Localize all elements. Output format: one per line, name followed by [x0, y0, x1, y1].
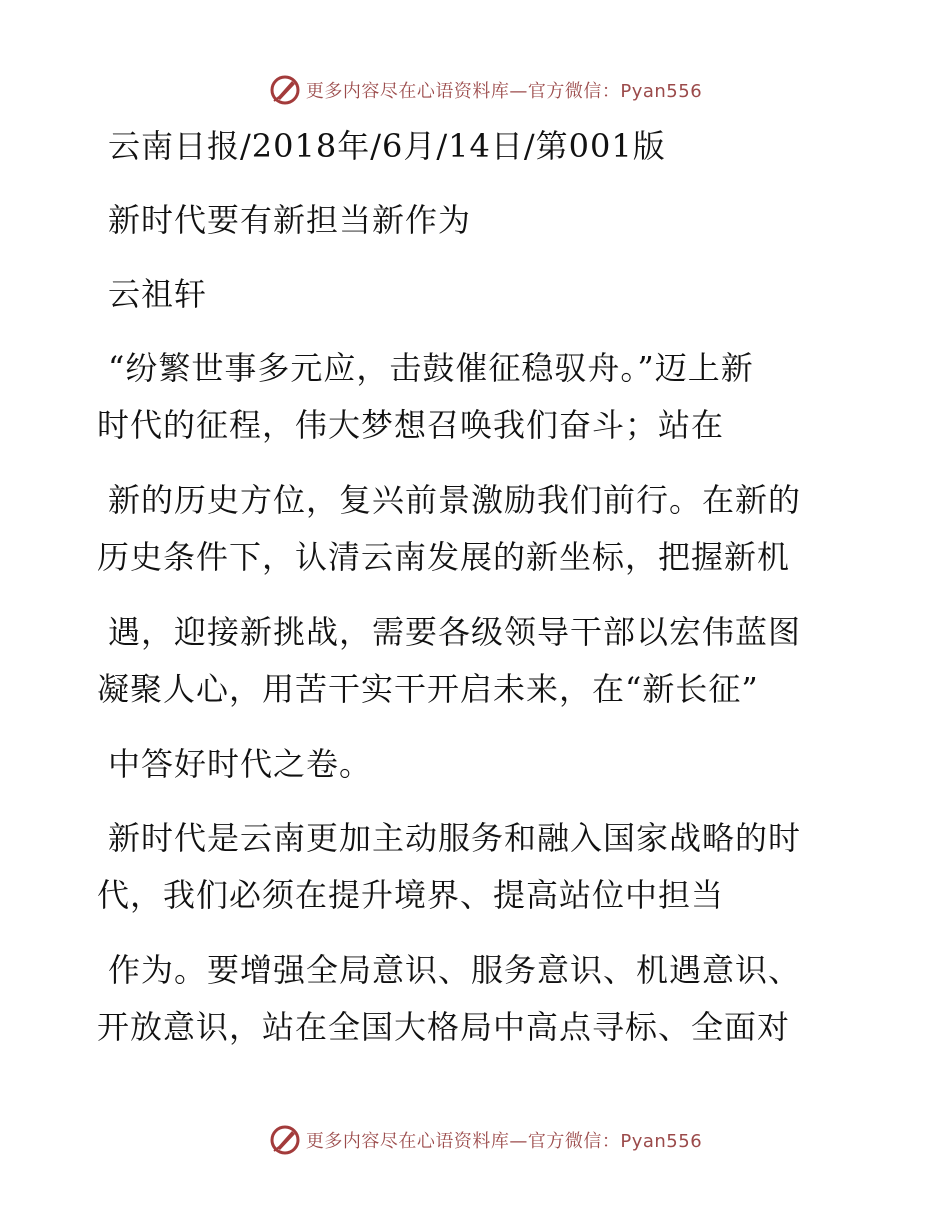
article-title: 新时代要有新担当新作为 [108, 201, 472, 239]
body-line: 时代的征程，伟大梦想召唤我们奋斗；站在 [97, 406, 725, 444]
body-line: 遇，迎接新挑战，需要各级领导干部以宏伟蓝图 [108, 613, 802, 651]
watermark-banner-bottom [0, 1120, 950, 1160]
body-line: 开放意识，站在全国大格局中高点寻标、全面对 [97, 1008, 791, 1046]
quill-seal-icon [268, 73, 302, 107]
watermark-text: 更多内容尽在心语资料库—官方微信：Pyan556 [305, 81, 703, 102]
watermark-group [268, 73, 702, 107]
body-line: 历史条件下，认清云南发展的新坐标，把握新机 [97, 538, 791, 576]
body-line: 代，我们必须在提升境界、提高站位中担当 [97, 876, 725, 914]
body-line: 新时代是云南更加主动服务和融入国家战略的时 [108, 819, 802, 857]
watermark-text: 更多内容尽在心语资料库—官方微信：Pyan556 [305, 1131, 703, 1152]
watermark-banner-top [0, 70, 950, 110]
body-line: 凝聚人心，用苦干实干开启未来，在“新长征” [97, 670, 759, 708]
body-line: 中答好时代之卷。 [108, 745, 373, 783]
watermark-group [268, 1123, 702, 1157]
body-line: 新的历史方位，复兴前景激励我们前行。在新的 [108, 481, 802, 519]
body-line: 作为。要增强全局意识、服务意识、机遇意识、 [108, 951, 802, 989]
source-line: 云南日报/2018年/6月/14日/第001版 [108, 127, 666, 165]
article-author: 云祖轩 [108, 275, 208, 313]
body-line: “纷繁世事多元应，击鼓催征稳驭舟。”迈上新 [108, 349, 754, 387]
quill-seal-icon [268, 1123, 302, 1157]
